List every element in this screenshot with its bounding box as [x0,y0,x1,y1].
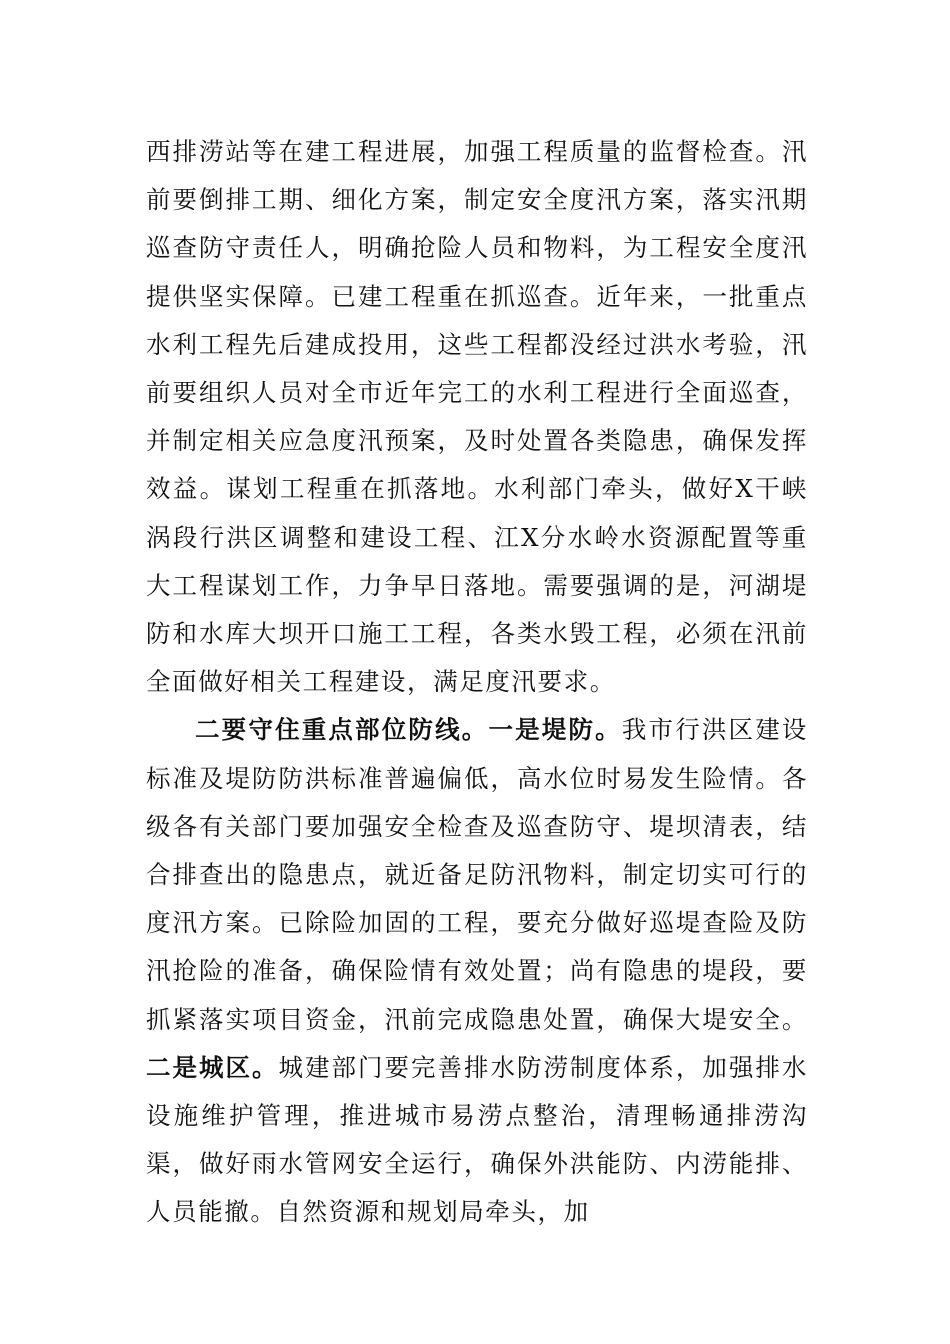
paragraph-1: 西排涝站等在建工程进展，加强工程质量的监督检查。汛前要倒排工期、细化方案，制定安全度汛方案，落实汛期巡查防守责任人，明确抢险人员和物料，为工程安全度汛提供坚实保障。已建工程重在抓巡查。近年来，一批重点水利工程先后建成投用，这些工程都没经过洪水考验，汛前要组织人员对全市近年完工的水利工程进行全面巡查，并制定相关应急度汛预案，及时处置各类隐患，确保发挥效益。谋划工程重在抓落地。水利部门牵头，做好X干峡涡段行洪区调整和建设工程、江X分水岭水资源配置等重大工程谋划工作，力争早日落地。需要强调的是，河湖堤防和水库大坝开口施工工程，各类水毁工程，必须在汛前全面做好相关工程建设，满足度汛要求。 [146,137,808,697]
subsection-label-urban: 二是城区。 [146,1052,279,1082]
subsection-text-urban: 城建部门要完善排水防涝制度体系，加强排水设施维护管理，推进城市易涝点整治，清理畅通排涝沟渠，做好雨水管网安全运行，确保外洪能防、内涝能排、人员能撤。自然资源和规划局牵头，加 [146,1052,809,1227]
subsection-label-embankment: 一是堤防。 [488,715,622,745]
subsection-text-embankment: 我市行洪区建设标准及堤防防洪标准普遍偏低，高水位时易发生险情。各级各有关部门要加强安全检查及巡查防守、堤坝清表，结合排查出的隐患点，就近备足防汛物料，制定切实可行的度汛方案。已除险加固的工程，要充分做好巡堤查险及防汛抢险的准备，确保险情有效处置；尚有隐患的堤段，要抓紧落实项目资金，汛前完成隐患处置，确保大堤安全。 [146,715,809,1034]
section-heading: 二要守住重点部位防线。 [195,715,489,745]
document-body [146,128,808,1237]
paragraph-2 [146,706,808,1236]
